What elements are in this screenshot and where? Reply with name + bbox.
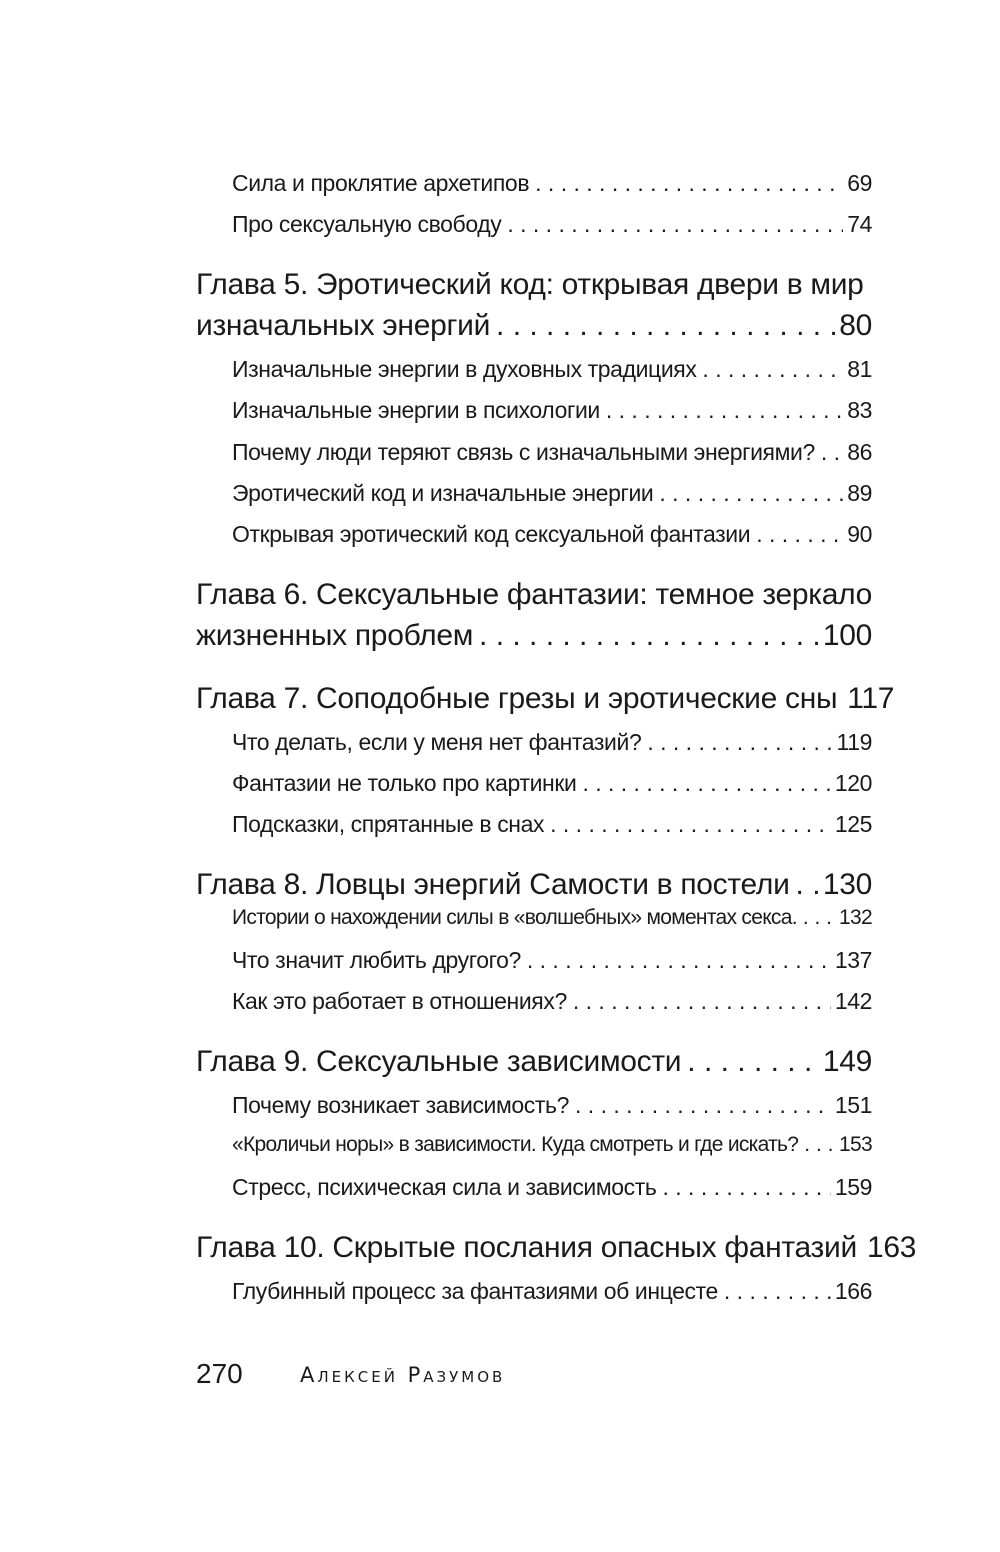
toc-entry xyxy=(232,397,872,427)
toc-entry xyxy=(232,170,872,200)
toc-entry-page: 142 xyxy=(834,988,872,1014)
toc-leader-dots xyxy=(535,170,843,197)
toc-entry-title: Глава 7. Соподобные грезы и эротические сны xyxy=(196,682,838,715)
toc-entry xyxy=(232,770,872,800)
toc-chapter-entry xyxy=(196,1231,917,1269)
toc-leader-dots xyxy=(724,1278,831,1305)
toc-entry-title: Глава 8. Ловцы энергий Самости в постели xyxy=(196,868,790,901)
toc-leader-dots xyxy=(496,309,835,343)
toc-leader-dots xyxy=(575,1092,831,1119)
toc-leader-dots xyxy=(527,947,831,974)
toc-entry-page: 83 xyxy=(847,397,872,423)
toc-chapter-entry xyxy=(196,868,872,906)
toc-entry-title: Глава 9. Сексуальные зависимости xyxy=(196,1045,682,1078)
toc-leader-dots xyxy=(479,619,819,653)
toc-entry-page: 90 xyxy=(847,521,872,547)
toc-entry-title: Как это работает в отношениях? xyxy=(232,988,567,1014)
toc-leader-dots xyxy=(606,397,843,424)
toc-leader-dots xyxy=(803,906,835,930)
toc-entry-page: 69 xyxy=(847,170,872,196)
toc-entry xyxy=(232,356,872,386)
toc-entry xyxy=(232,811,872,841)
toc-entry-page: 159 xyxy=(834,1174,872,1200)
toc-entry-title: жизненных проблем xyxy=(196,619,474,652)
toc-entry-title: Фантазии не только про картинки xyxy=(232,770,577,796)
chapter-title-line: Глава 5. Эротический код: открывая двери в мир xyxy=(196,268,864,301)
toc-entry-title: Глубинный процесс за фантазиями об инцесте xyxy=(232,1278,718,1304)
toc-entry-page: 100 xyxy=(822,619,872,652)
toc-entry-title: Глава 10. Скрытые послания опасных фантазий xyxy=(196,1231,857,1264)
toc-leader-dots xyxy=(582,770,830,797)
toc-leader-dots xyxy=(550,811,831,838)
toc-entry-title: Изначальные энергии в психологии xyxy=(232,397,600,423)
toc-entry-title: Сила и проклятие архетипов xyxy=(232,170,530,196)
toc-entry-title: изначальных энергий xyxy=(196,309,491,342)
toc-entry-page: 117 xyxy=(847,682,895,715)
toc-leader-dots xyxy=(659,480,843,507)
toc-entry-page: 151 xyxy=(834,1092,872,1118)
toc-entry-title: Стресс, психическая сила и зависимость xyxy=(232,1174,657,1200)
toc-entry-title: Почему возникает зависимость? xyxy=(232,1092,570,1118)
toc-entry-title: Что делать, если у меня нет фантазий? xyxy=(232,729,642,755)
toc-entry-page: 119 xyxy=(836,729,872,755)
toc-entry xyxy=(232,906,872,936)
toc-entry-title: Эротический код и изначальные энергии xyxy=(232,480,654,506)
toc-leader-dots xyxy=(821,439,843,466)
toc-entry xyxy=(232,521,872,551)
toc-entry-title: Подсказки, спрятанные в снах xyxy=(232,811,545,837)
toc-entry-title: Открывая эротический код сексуальной фантазии xyxy=(232,521,751,547)
toc-entry xyxy=(232,988,872,1018)
toc-entry-page: 153 xyxy=(839,1133,872,1156)
toc-entry xyxy=(232,211,872,241)
toc-entry xyxy=(232,1133,872,1163)
toc-entry-title: «Кроличьи норы» в зависимости. Куда смотреть и где искать? xyxy=(232,1133,799,1156)
toc-entry-page: 120 xyxy=(834,770,872,796)
toc-entry-page: 163 xyxy=(866,1231,917,1264)
footer-author-name: Алексей Разумов xyxy=(300,1363,506,1387)
toc-entry-title: Истории о нахождении силы в «волшебных» моментах секса. xyxy=(232,906,797,929)
toc-entry xyxy=(232,1174,872,1204)
chapter-title-line: Глава 6. Сексуальные фантазии: темное зеркало xyxy=(196,578,873,611)
toc-entry-page: 149 xyxy=(822,1045,872,1078)
toc-entry-title: Что значит любить другого? xyxy=(232,947,521,973)
toc-leader-dots xyxy=(507,211,843,238)
toc-entry xyxy=(232,1092,872,1122)
toc-leader-dots xyxy=(796,868,819,902)
toc-entry xyxy=(232,729,872,759)
toc-entry-page: 137 xyxy=(834,947,872,973)
toc-entry-page: 81 xyxy=(847,356,872,382)
toc-entry-page: 166 xyxy=(834,1278,872,1304)
toc-entry-page: 74 xyxy=(847,211,872,237)
toc-chapter-entry xyxy=(196,619,872,657)
toc-entry-page: 130 xyxy=(822,868,872,901)
toc-entry xyxy=(232,1278,872,1308)
toc-leader-dots xyxy=(756,521,843,548)
toc-entry-page: 132 xyxy=(839,906,872,929)
toc-leader-dots xyxy=(647,729,832,756)
toc-chapter-entry xyxy=(196,682,895,720)
toc-entry-page: 125 xyxy=(834,811,872,837)
toc-entry-page: 86 xyxy=(847,439,872,465)
toc-leader-dots xyxy=(804,1133,835,1157)
toc-leader-dots xyxy=(573,988,831,1015)
toc-entry-page: 89 xyxy=(847,480,872,506)
toc-chapter-entry xyxy=(196,1045,872,1083)
toc-leader-dots xyxy=(687,1045,819,1079)
toc-entry-title: Изначальные энергии в духовных традициях xyxy=(232,356,697,382)
toc-entry xyxy=(232,480,872,510)
toc-entry xyxy=(232,439,872,469)
toc-entry-title: Про сексуальную свободу xyxy=(232,211,502,237)
toc-leader-dots xyxy=(663,1174,831,1201)
toc-chapter-entry xyxy=(196,309,872,347)
toc-entry-page: 80 xyxy=(839,309,872,342)
toc-entry xyxy=(232,947,872,977)
footer-page-number: 270 xyxy=(196,1358,243,1389)
toc-leader-dots xyxy=(702,356,843,383)
toc-entry-title: Почему люди теряют связь с изначальными энергиями? xyxy=(232,439,815,465)
